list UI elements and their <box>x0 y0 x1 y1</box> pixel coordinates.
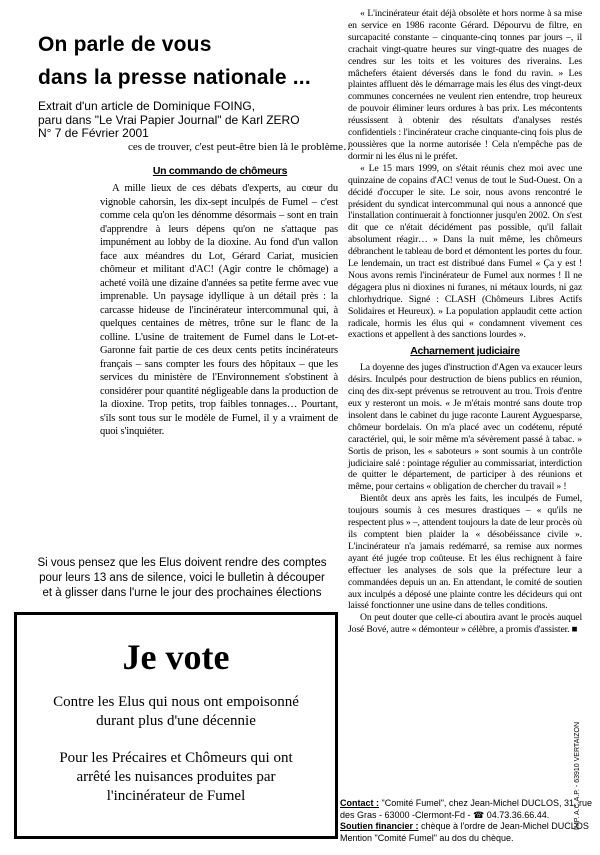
contact-label: Contact : <box>340 798 379 808</box>
headline-line-1: On parle de vous <box>38 33 212 56</box>
ballot-for-line-3: l'incinérateur de Fumel <box>106 788 246 804</box>
source-citation <box>38 100 338 141</box>
source-line-1: Extrait d'un article de Dominique FOING, <box>38 99 256 113</box>
headline-line-2: dans la presse nationale ... <box>38 66 311 89</box>
subhead-acharnement: Acharnement judiciaire <box>410 345 520 358</box>
footer-contact <box>340 798 596 844</box>
ballot-against <box>17 693 335 731</box>
ballot-against-line-1: Contre les Elus qui nous ont empoisonné <box>53 694 299 710</box>
right-paragraph-4: Bientôt deux ans après les faits, les inculpés de Fumel, toujours soumis à ces mesures drastiques – « qu'ils ne respectent plus » –, attendent toujours la date de leur procès où ils comptent bien plaider la « désobéissance civile ». L'incinérateur n'a jamais redémarré, sa remise aux normes ayant été jugée trop coûteuse. Et les élus rechignent à faire effectuer les analyses de sols que la préfecture leur a commandées depuis un an. En attendant, le comité de soutien aux inculpés a déposé une plainte contre les décideurs qui ont laissé fonctionner une usine dans de telles conditions. <box>348 493 582 612</box>
headline <box>38 28 328 94</box>
ballot-title: Je vote <box>122 637 230 677</box>
article-right-column <box>348 8 582 636</box>
note-line-1: Si vous pensez que les Elus doivent rendre des comptes <box>37 557 327 569</box>
note-line-3: et à glisser dans l'urne le jour des prochaines élections <box>42 587 322 599</box>
source-line-2: paru dans "Le Vrai Papier Journal" de Karl ZERO <box>38 112 300 127</box>
source-line-3: N° 7 de Février 2001 <box>38 126 149 140</box>
ballot-box <box>14 612 338 839</box>
ballot-for-line-2: arrêté les nuisances produites par <box>76 769 276 785</box>
article-intro: ces de trouver, c'est peut-être bien là le problème… <box>128 141 355 153</box>
ballot-against-line-2: durant plus d'une décennie <box>96 713 256 729</box>
note-line-2: pour leurs 13 ans de silence, voici le bulletin à découper <box>39 572 325 584</box>
printer-imprint: IMP. A.C.A.P. - 63910 VERTAIZON <box>574 721 581 830</box>
contact-text: "Comité Fumel", chez Jean-Michel DUCLOS, 31, rue des Gras - 63000 -Clermont-Fd - ☎ 04.73.36.66.44. <box>340 798 592 820</box>
contact-block <box>340 798 596 821</box>
ballot-for-line-1: Pour les Précaires et Chômeurs qui ont <box>59 750 293 766</box>
ballot-for <box>17 749 335 806</box>
subhead-commando: Un commando de chômeurs <box>152 165 288 177</box>
right-paragraph-1: « L'incinérateur était déjà obsolète et hors norme à sa mise en service en 1986 raconte Gérard. Dépourvu de filtre, en surcapacité constante – cinquante-cinq tonnes par jours –, il crachait vingt-quatre heures sur vingt-quatre des nuages de cendres sur les toits et les voitures des riverains. Les mâchefers étaient déversés dans le fond du ravin. » Les plaintes affluent dès le démarrage mais les élus des vingt-deux communes concernées ne veulent rien entendre, trop heureux de pouvoir éliminer leurs ordures à bas prix. Les mécontents réussissent à obtenir des résultats d'analyses restés confidentiels : l'incinérateur crache cinquante-cinq fois plus de poussières que la norme autorisée ! Cela n'empêche pas de dormir ni les élus ni le préfet. <box>348 8 582 162</box>
right-paragraph-3: La doyenne des juges d'instruction d'Agen va exaucer leurs désirs. Inculpés pour destruction de biens publics en réunion, cinq des dix-sept prévenus se retrouvent au trou. Trois d'entre eux y resteront un mois. « Je m'étais montré sans doute trop insolent dans le cabinet du juge raconte Laurent Ayguesparse, chômeur bordelais. On m'a placé avec un codétenu, réputé caractériel, qui, le soir même m'a sévèrement passé à tabac. » Sortis de prison, les « saboteurs » sont soumis à un contrôle judiciaire salé : pointage régulier au commissariat, interdiction de quitter le département, de participer à des réunions et même, pour certains « obligation de chercher du travail » ! <box>348 362 582 493</box>
ballot-note <box>32 556 332 601</box>
right-paragraph-2: « Le 15 mars 1999, on s'était réunis chez moi avec une quinzaine de copains d'AC! venus de tout le Sud-Ouest. On a décidé d'occuper le site. Le soir, nous avons rencontré le président du syndicat intercommunal qui nous a annoncé que l'installation continuerait à fonctionner jusqu'en 2002. On s'est dit que ce n'était décidément pas possible, qu'il fallait absolument réagir… » Dans la nuit même, les chômeurs débranchent le tableau de bord et démontent les portes du four. Le lendemain, un tract est distribué dans Fumel « Ça y est ! Nous avons remis l'incinérateur de Fumel aux normes ! Il ne dégagera plus ni dioxines ni furanes, ni métaux lourds, ni gaz chlorhydrique. Signé : CLASH (Chômeurs Libres Actifs Solidaires et Heureux). » La population applaudit cette action radicale, hormis les élus qui « condamnent vivement ces exactions et appellent à des sanctions lourdes ». <box>348 162 583 341</box>
support-block <box>340 821 596 844</box>
support-label: Soutien financier : <box>340 821 419 831</box>
right-paragraph-5: On peut douter que celle-ci aboutira avant le procès auquel José Bové, autre « démonteur » célèbre, a promis d'assister. ■ <box>348 612 582 636</box>
article-left-column <box>100 182 338 439</box>
support-text: chèque à l'ordre de Jean-Michel DUCLOS Mention "Comité Fumel" au dos du chèque. <box>340 821 589 843</box>
left-paragraph: A mille lieux de ces débats d'experts, au cœur du vignoble cahorsin, les dix-sept inculpés de Fumel – c'est comme cela qu'on les dénomme désormais – sont en train d'apprendre à leurs dépens qu'on ne s'attaque pas impunément au lobby de la dioxine. Au fond d'un vallon face aux méandres du Lot, Gérard Cariat, musicien chômeur et militant d'AC! (Agir contre le chômage) a acheté voilà une dizaine d'années sa petite ferme avec vue imprenable. Un paysage idyllique à un détail près : la carcasse hideuse de l'incinérateur intercommunal qui, à quelques centaines de mètres, trône sur le flanc de la colline. L'usine de traitement de Fumel dans le Lot-et-Garonne fait partie de ces deux cents petits incinérateurs français – sans compter les fours des hôpitaux – que les services du ministère de l'Environnement s'obstinent à considérer pour quantité négligeable dans la production de la dioxine. Trop petits, trop faibles tonnages… Pourtant, s'ils sont tous sur le modèle de Fumel, il y a vraiment de quoi s'inquiéter. <box>100 183 338 437</box>
